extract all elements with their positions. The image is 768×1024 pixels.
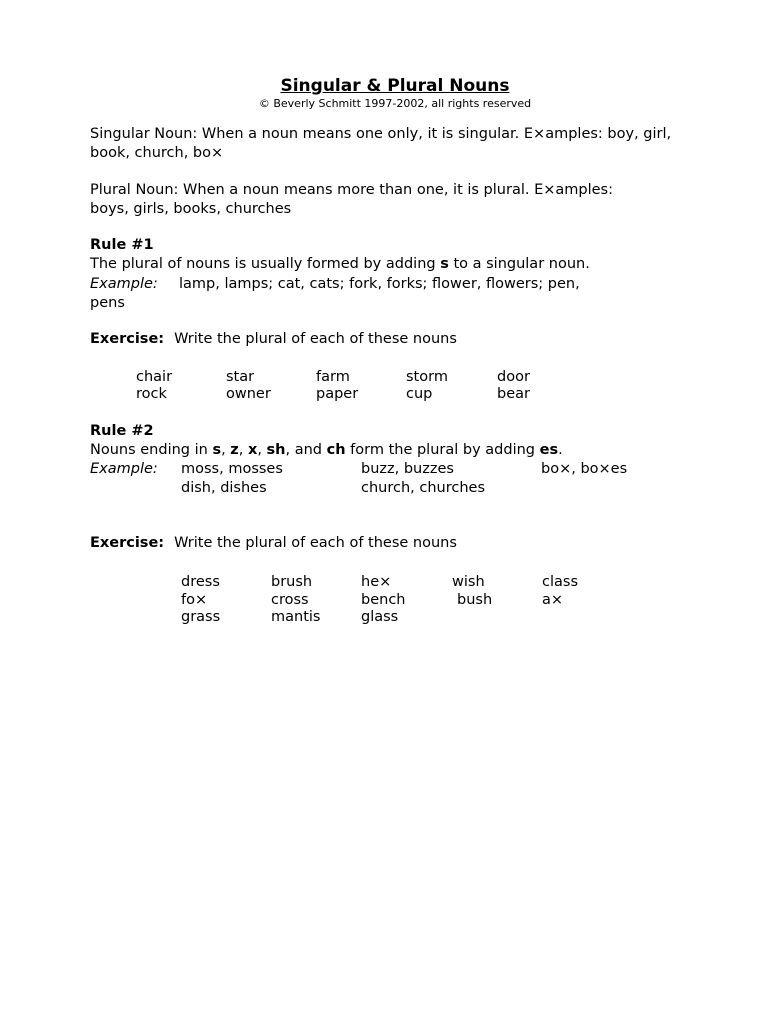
rule-1-example-line-1: lamp, lamps; cat, cats; fork, forks; flower, flowers; pen, (179, 276, 580, 292)
exercise-2-word: cross (271, 592, 309, 608)
rule-2-ending-s: s (212, 442, 222, 458)
rule-2-text-part: Nouns ending in (90, 442, 213, 458)
exercise-2-word: brush (271, 574, 313, 590)
rule-1-example-label: Example: (90, 276, 158, 292)
rule-2-example: church, churches (361, 480, 486, 496)
singular-line-1: Singular Noun: When a noun means one only, it is singular. E×amples: boy, girl, (90, 126, 672, 142)
page-title: Singular & Plural Nouns (280, 76, 510, 96)
rule-2-heading: Rule #2 (90, 423, 154, 439)
rule-2-example-label: Example: (90, 461, 158, 477)
exercise-2-word: dress (181, 574, 220, 590)
rule-2-example: moss, mosses (181, 461, 283, 477)
exercise-1-word: storm (406, 369, 448, 385)
exercise-2-instruction: Write the plural of each of these nouns (174, 535, 457, 551)
exercise-2-label: Exercise: (90, 535, 165, 551)
plural-line-2: boys, girls, books, churches (90, 201, 292, 217)
rule-1-bold-s: s (440, 256, 449, 272)
rule-2-ending-z: z (230, 442, 239, 458)
exercise-1 (90, 330, 457, 349)
exercise-2-word: a× (542, 592, 564, 608)
rule-1-example-line-2: pens (90, 295, 125, 311)
rule-2-text-part: . (558, 442, 563, 458)
exercise-2-word: class (542, 574, 578, 590)
rule-2-text-part: form the plural by adding (345, 442, 540, 458)
rule-2-text-part: , (238, 442, 248, 458)
plural-definition (90, 181, 710, 219)
singular-line-2: book, church, bo× (90, 145, 224, 161)
rule-1-text-after: to a singular noun. (448, 256, 590, 272)
rule-2-example: dish, dishes (181, 480, 267, 496)
exercise-2 (90, 534, 457, 553)
rule-2-ending-ch: ch (326, 442, 346, 458)
rule-2-ending-sh: sh (266, 442, 286, 458)
plural-line-1: Plural Noun: When a noun means more than one, it is plural. E×amples: (90, 182, 613, 198)
copyright-notice: © Beverly Schmitt 1997-2002, all rights reserved (258, 97, 532, 110)
rule-2-text-part: , (257, 442, 267, 458)
exercise-2-word: bench (361, 592, 406, 608)
rule-2-text (90, 441, 563, 460)
singular-definition (90, 125, 710, 163)
rule-1-text-before: The plural of nouns is usually formed by adding (90, 256, 441, 272)
exercise-2-word: grass (181, 609, 221, 625)
rule-2-suffix-es: es (539, 442, 559, 458)
exercise-1-instruction: Write the plural of each of these nouns (174, 331, 457, 347)
rule-2-example: bo×, bo×es (541, 461, 628, 477)
exercise-1-word: bear (497, 386, 530, 402)
exercise-2-word: glass (361, 609, 399, 625)
rule-1-heading: Rule #1 (90, 237, 154, 253)
exercise-1-word: chair (136, 369, 173, 385)
exercise-2-word: mantis (271, 609, 321, 625)
exercise-1-word: owner (226, 386, 271, 402)
rule-2-text-part: , and (285, 442, 327, 458)
exercise-2-word: bush (457, 592, 493, 608)
exercise-2-word: he× (361, 574, 392, 590)
exercise-1-word: star (226, 369, 255, 385)
rule-2-ending-x: x (247, 442, 258, 458)
exercise-2-word: fo× (181, 592, 208, 608)
exercise-2-word: wish (452, 574, 485, 590)
exercise-1-word: door (497, 369, 530, 385)
exercise-1-word: rock (136, 386, 167, 402)
rule-1-text (90, 255, 590, 274)
rule-2-example: buzz, buzzes (361, 461, 454, 477)
exercise-1-label: Exercise: (90, 331, 165, 347)
rule-2-text-part: , (221, 442, 231, 458)
exercise-1-word: farm (316, 369, 350, 385)
exercise-1-word: cup (406, 386, 433, 402)
exercise-1-word: paper (316, 386, 359, 402)
